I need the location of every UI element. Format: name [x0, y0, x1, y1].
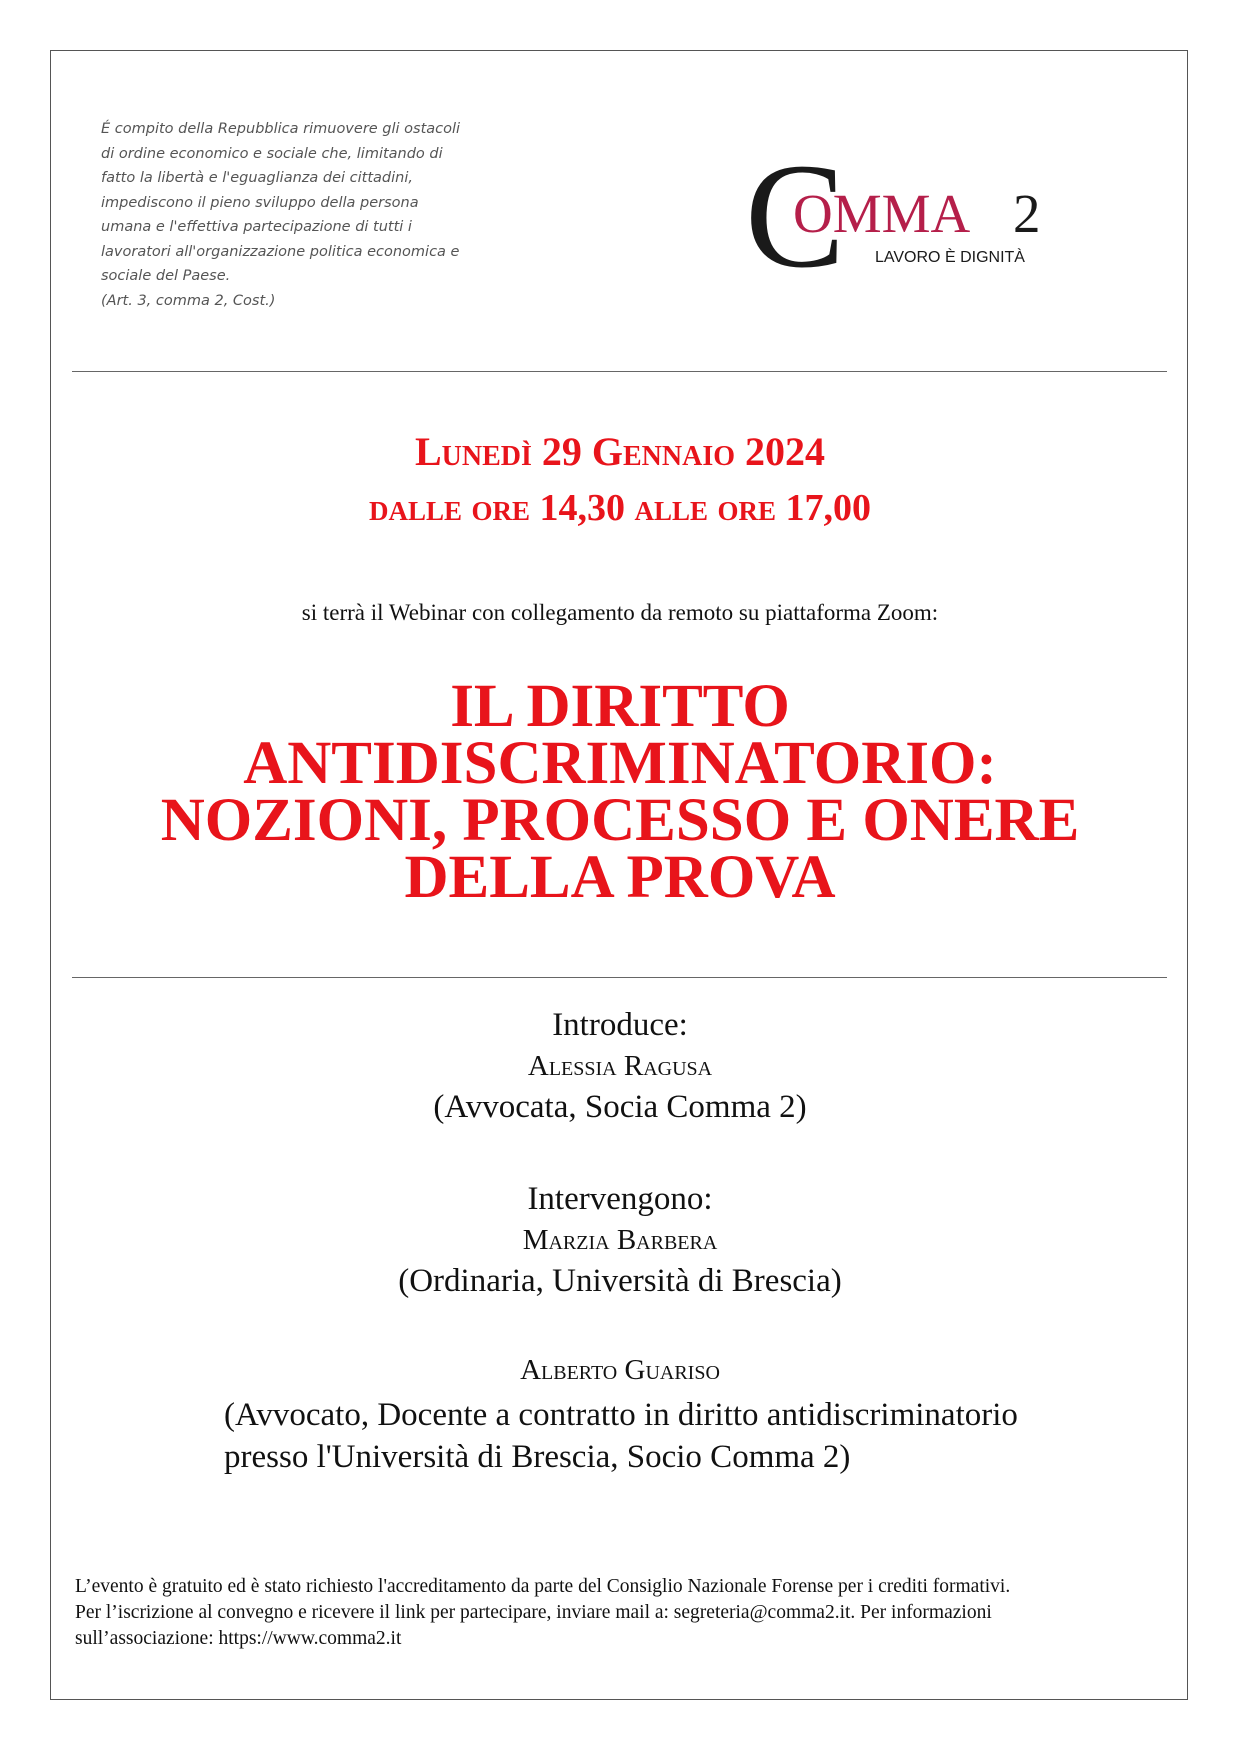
speaker-name: Alberto Guariso: [520, 1354, 720, 1386]
webinar-intro: si terrà il Webinar con collegamento da remoto su piattaforma Zoom:: [301, 600, 939, 625]
constitution-quote: [101, 117, 521, 313]
footer-line: L’evento è gratuito ed è stato richiesto l'accreditamento da parte del Consiglio Nazionale Forense per i crediti formativi.: [75, 1576, 1011, 1597]
introducer-block: [0, 1004, 1240, 1128]
event-time: dalle ore 14,30 alle ore 17,00: [368, 487, 872, 529]
affiliation-line: presso l'Università di Brescia, Socio Comma 2): [224, 1439, 851, 1475]
event-title: [0, 673, 1240, 911]
quote-line: umana e l'effettiva partecipazione di tutti i: [101, 219, 412, 235]
quote-line: É compito della Repubblica rimuovere gli ostacoli: [101, 121, 461, 137]
speaker-affiliation: (Ordinaria, Università di Brescia): [398, 1263, 842, 1299]
footer-line: Per l’iscrizione al convegno e ricevere il link per partecipare, inviare mail a: segreteria@comma2.it. Per informazioni: [75, 1602, 992, 1623]
speaker-block: [0, 1178, 1240, 1302]
affiliation-line: (Avvocato, Docente a contratto in diritto antidiscriminatorio: [224, 1397, 1018, 1433]
title-line: ANTIDISCRIMINATORIO:: [243, 730, 997, 797]
quote-line: lavoratori all'organizzazione politica economica e: [101, 243, 460, 260]
title-line: NOZIONI, PROCESSO E ONERE: [160, 787, 1080, 854]
footer-note: [75, 1574, 1170, 1652]
speaker-affiliation: [224, 1394, 1164, 1478]
title-line: IL DIRITTO: [450, 673, 790, 740]
introducer-name: Alessia Ragusa: [527, 1050, 713, 1082]
footer-line: sull’associazione: https://www.comma2.it: [75, 1628, 402, 1649]
quote-line: di ordine economico e sociale che, limitando di: [101, 145, 443, 162]
logo-number: 2: [1013, 183, 1041, 244]
intervene-label: Intervengono:: [527, 1181, 713, 1217]
quote-citation: (Art. 3, comma 2, Cost.): [101, 292, 276, 309]
introducer-affiliation: (Avvocata, Socia Comma 2): [433, 1089, 807, 1125]
title-line: DELLA PROVA: [404, 844, 836, 911]
comma2-logo: [745, 140, 1075, 290]
middle-divider: [72, 977, 1167, 978]
top-divider: [72, 371, 1167, 372]
quote-line: sociale del Paese.: [101, 268, 231, 284]
quote-line: fatto la libertà e l'eguaglianza dei cittadini,: [101, 170, 413, 186]
quote-line: impediscono il pieno sviluppo della persona: [101, 194, 419, 211]
logo-letter-c: C: [745, 140, 846, 290]
introduce-label: Introduce:: [552, 1007, 688, 1043]
speaker-block: [0, 1350, 1240, 1390]
speaker-name: Marzia Barbera: [522, 1224, 718, 1256]
logo-wordmark: OMMA: [793, 183, 971, 244]
logo-tagline: LAVORO È DIGNITÀ: [875, 249, 1025, 266]
event-date: Lunedì 29 Gennaio 2024: [414, 429, 826, 474]
